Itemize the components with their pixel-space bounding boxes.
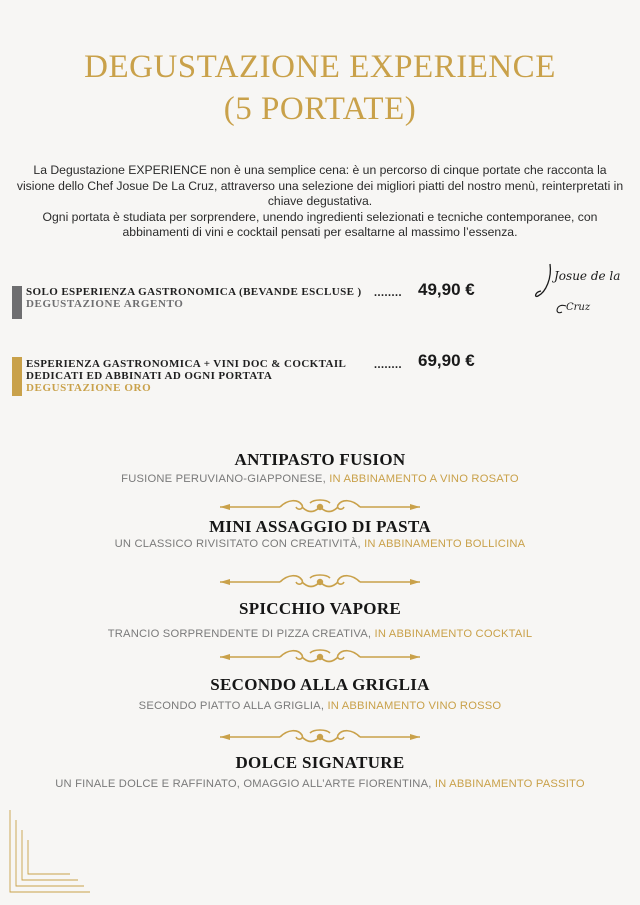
- price-leader-dots: ........: [374, 357, 402, 371]
- price-option-argento: [12, 280, 492, 320]
- course-dolce: [0, 753, 640, 791]
- price-value: 49,90 €: [418, 280, 475, 299]
- course-desc-text: UN CLASSICO RIVISITATO CON CREATIVITÀ,: [114, 538, 361, 550]
- menu-title: [0, 46, 640, 130]
- course-desc-text: TRANCIO SORPRENDENTE DI PIZZA CREATIVA,: [107, 628, 372, 640]
- course-desc-text: SECONDO PIATTO ALLA GRIGLIA,: [138, 700, 325, 712]
- chef-signature: [532, 258, 622, 322]
- course-pasta: [0, 517, 640, 551]
- course-spicchio: [0, 599, 640, 641]
- course-description: [0, 627, 640, 641]
- option-description: [26, 358, 376, 394]
- course-description: [0, 537, 640, 551]
- course-description: [0, 699, 640, 713]
- course-desc-text: UN FINALE DOLCE E RAFFINATO, OMAGGIO ALL’ARTE FIORENTINA,: [55, 778, 432, 790]
- option-description: [26, 286, 376, 310]
- silver-bar: [12, 286, 22, 319]
- option-line2: DEDICATI ED ABBINATI AD OGNI PORTATA: [26, 370, 273, 382]
- course-description: [0, 472, 640, 486]
- course-title: SPICCHIO VAPORE: [238, 599, 402, 618]
- ornament-divider-icon: [218, 647, 422, 667]
- option-tier-label: DEGUSTAZIONE ORO: [26, 382, 152, 394]
- intro-paragraph-2: Ogni portata è studiata per sorprendere, unendo ingredienti selezionati e tecniche contemporanee, con abbinamenti di vini e cocktail pensati per esaltarne al massimo l’essenza.: [42, 209, 598, 239]
- course-pairing: IN ABBINAMENTO A VINO ROSATO: [329, 473, 519, 485]
- corner-lines-ornament-icon: [6, 808, 96, 896]
- ornament-divider-icon: [218, 497, 422, 517]
- intro-paragraph-1: La Degustazione EXPERIENCE non è una semplice cena: è un percorso di cinque portate che racconta la visione dello Chef Josue De La Cruz, attraverso una selezione dei migliori piatti del nostro menù, reinterpretati in chiave degustativa.: [16, 163, 624, 208]
- course-antipasto: [0, 450, 640, 486]
- menu-title-line1: DEGUSTAZIONE EXPERIENCE: [84, 49, 556, 85]
- ornament-divider-icon: [218, 727, 422, 747]
- signature-line1: Josue de la: [554, 269, 621, 283]
- course-pairing: IN ABBINAMENTO BOLLICINA: [364, 538, 526, 550]
- course-pairing: IN ABBINAMENTO PASSITO: [434, 778, 585, 790]
- course-title: SECONDO ALLA GRIGLIA: [210, 675, 430, 694]
- course-title: DOLCE SIGNATURE: [235, 753, 405, 772]
- course-desc-text: FUSIONE PERUVIANO-GIAPPONESE,: [121, 473, 326, 485]
- course-griglia: [0, 675, 640, 713]
- ornament-divider-icon: [218, 572, 422, 592]
- course-description: [0, 777, 640, 791]
- course-title: ANTIPASTO FUSION: [234, 450, 406, 469]
- intro-text: [14, 163, 626, 241]
- option-line1: ESPERIENZA GASTRONOMICA + VINI DOC & COCKTAIL: [26, 358, 347, 370]
- course-title: MINI ASSAGGIO DI PASTA: [209, 517, 431, 536]
- course-pairing: IN ABBINAMENTO VINO ROSSO: [327, 700, 502, 712]
- price-leader-dots: ........: [374, 285, 402, 299]
- option-line1: SOLO ESPERIENZA GASTRONOMICA (BEVANDE ESCLUSE ): [26, 286, 362, 298]
- signature-line2: Cruz: [566, 302, 591, 313]
- price-option-oro: [12, 351, 492, 397]
- gold-bar: [12, 357, 22, 396]
- option-tier-label: DEGUSTAZIONE ARGENTO: [26, 298, 184, 310]
- menu-title-line2: (5 PORTATE): [223, 91, 417, 127]
- price-value: 69,90 €: [418, 351, 475, 370]
- course-pairing: IN ABBINAMENTO COCKTAIL: [374, 628, 533, 640]
